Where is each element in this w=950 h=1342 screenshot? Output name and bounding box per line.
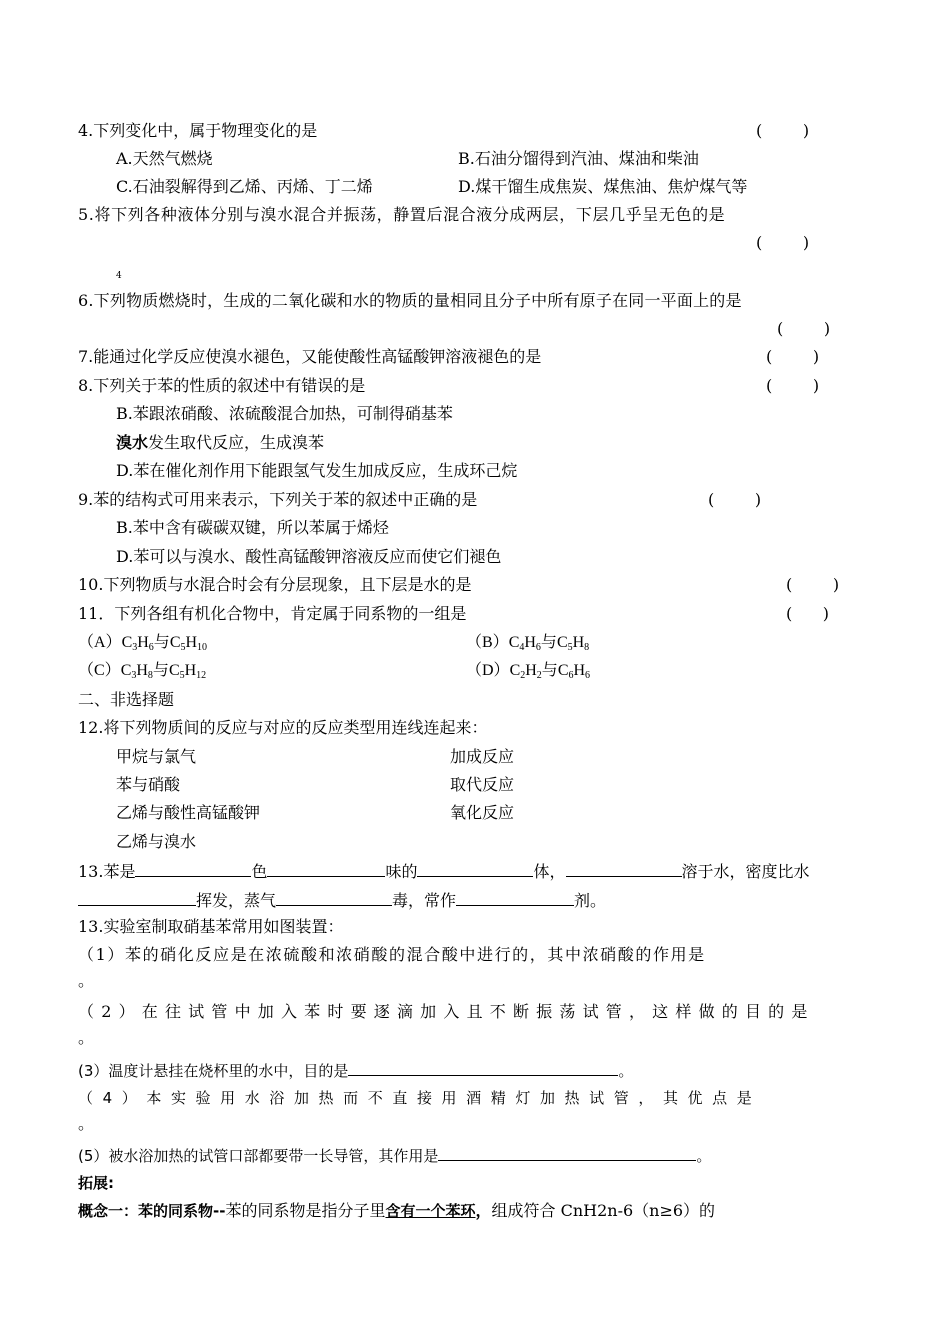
q11-answer-paren[interactable]: ( ) [786,604,829,623]
q8-bold-term: 溴水 [116,433,149,452]
q13b-sub2-end: 。 [78,1028,95,1047]
blank-field[interactable] [267,859,385,877]
q5-note: 4 [116,271,122,281]
q10-stem: 10.下列物质与水混合时会有分层现象，且下层是水的是 [78,575,472,594]
blank-field[interactable] [566,859,682,877]
q13b-sub3: (3）温度计悬挂在烧杯里的水中，目的是 。 [78,1058,633,1080]
q12-right-item[interactable]: 取代反应 [450,775,515,794]
q12-right-item[interactable]: 加成反应 [450,747,515,766]
q7-stem: 7.能通过化学反应使溴水褪色，又能使酸性高锰酸钾溶液褪色的是 [78,347,542,366]
q13b-sub5: (5）被水浴加热的试管口部都要带一长导管，其作用是 。 [78,1143,711,1165]
q9-option-b: B.苯中含有碳碳双键，所以苯属于烯烃 [116,518,389,537]
section-heading: 二、非选择题 [78,690,175,709]
q13b-sub2: （2）在往试管中加入苯时要逐滴加入且不断振荡试管，这样做的目的是 [78,1002,815,1021]
q13b-stem: 13.实验室制取硝基苯常用如图装置： [78,917,344,936]
q11-option-a: $(A)C_3H_6$与$C_5H_{10}$ [78,634,208,653]
q9-answer-paren[interactable]: ( ) [708,490,762,509]
extension-title: 拓展: [78,1174,114,1192]
q4-stem: 4.下列变化中，属于物理变化的是 [78,121,318,140]
q13b-sub1-end: 。 [78,971,95,990]
blank-field[interactable] [438,1143,696,1161]
q8-answer-paren[interactable]: ( ) [766,376,820,395]
q12-left-item[interactable]: 苯与硝酸 [116,775,181,794]
q4-option-b: B.石油分馏得到汽油、煤油和柴油 [458,149,699,168]
q8-fragment-rest: 发生取代反应，生成溴苯 [148,433,325,452]
q12-left-item[interactable]: 乙烯与溴水 [116,832,197,851]
extension-concept-line: 概念一：苯的同系物--苯的同系物是指分子里含有一个苯环，组成符合 CnH2n-6（n≥6）的 [78,1201,716,1220]
blank-field[interactable] [135,859,251,877]
q8-stem: 8.下列关于苯的性质的叙述中有错误的是 [78,376,366,395]
q13b-sub1: （1）苯的硝化反应是在浓硫酸和浓硝酸的混合酸中进行的，其中浓硝酸的作用是 [78,945,706,964]
q11-option-d: $(D)C_2H_2$与$C_6H_6$ [466,662,591,681]
q13a-line1: 13.苯是 色 味的 体， 溶于水，密度比水 [78,859,810,881]
q10-answer-paren[interactable]: ( ) [786,575,840,594]
q12-left-item[interactable]: 甲烷与氯气 [116,747,197,766]
q4-option-c: C.石油裂解得到乙烯、丙烯、丁二烯 [116,177,373,196]
q6-stem: 6.下列物质燃烧时，生成的二氧化碳和水的物质的量相同且分子中所有原子在同一平面上的是 [78,291,742,310]
q4-answer-paren[interactable]: ( ) [756,121,810,140]
blank-field[interactable] [348,1058,618,1076]
blank-field[interactable] [456,888,574,906]
q4-option-d: D.煤干馏生成焦炭、煤焦油、焦炉煤气等 [458,177,748,196]
q13b-sub4-end: 。 [78,1114,95,1133]
q12-right-item[interactable]: 氧化反应 [450,803,515,822]
q8-option-d: D.苯在催化剂作用下能跟氢气发生加成反应，生成环己烷 [116,461,518,480]
q11-option-b: $(B)C_4H_6$与$C_5H_8$ [466,634,590,653]
q12-stem: 12.将下列物质间的反应与对应的反应类型用连线连起来： [78,718,488,737]
q11-option-c: $(C)C_3H_8$与$C_5H_{12}$ [78,662,207,681]
blank-field[interactable] [417,859,533,877]
q5-stem: 5.将下列各种液体分别与溴水混合并振荡，静置后混合液分成两层，下层几乎呈无色的是 [78,205,726,224]
q5-answer-paren[interactable]: ( ) [756,233,810,252]
q8-option-b: B.苯跟浓硝酸、浓硫酸混合加热，可制得硝基苯 [116,404,453,423]
concept-label: 概念一：苯的同系物-- [78,1202,226,1220]
q12-left-item[interactable]: 乙烯与酸性高锰酸钾 [116,803,261,822]
blank-field[interactable] [78,888,196,906]
q8-option-c-fragment [116,432,324,454]
blank-field[interactable] [276,888,392,906]
q7-answer-paren[interactable]: ( ) [766,347,820,366]
q9-option-d: D.苯可以与溴水、酸性高锰酸钾溶液反应而使它们褪色 [116,547,502,566]
q6-answer-paren[interactable]: ( ) [777,319,831,338]
q13b-sub4: （4）本实验用水浴加热而不直接用酒精灯加热试管，其优点是 [78,1089,762,1107]
q4-option-a: A.天然气燃烧 [116,149,213,168]
q13a-line2: 挥发，蒸气 毒，常作 剂。 [78,888,606,910]
concept-emphasis: 含有一个苯环 [385,1202,476,1220]
q11-stem: 11．下列各组有机化合物中，肯定属于同系物的一组是 [78,604,467,623]
q9-stem: 9.苯的结构式可用来表示，下列关于苯的叙述中正确的是 [78,490,478,509]
